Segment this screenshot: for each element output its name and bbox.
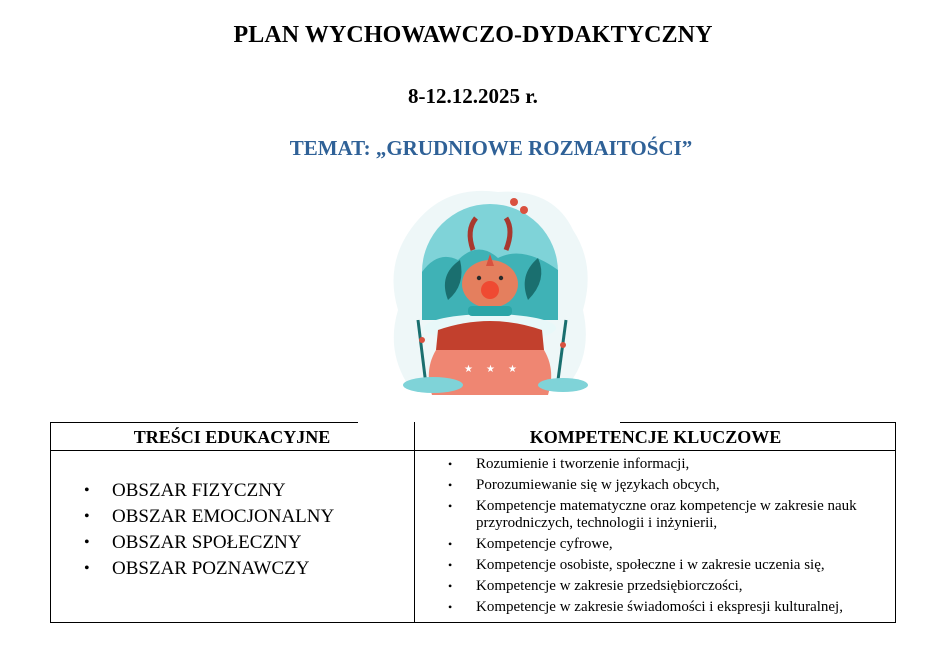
key-competences-list [448, 456, 888, 616]
list-item: • Kompetencje osobiste, społeczne i w zakresie uczenia się, [448, 557, 888, 574]
document-title: PLAN WYCHOWAWCZO-DYDAKTYCZNY [233, 22, 713, 48]
list-item: • OBSZAR FIZYCZNY [84, 478, 334, 504]
table-border [895, 422, 896, 623]
list-item: • Kompetencje cyfrowe, [448, 536, 888, 553]
list-item: • Kompetencje w zakresie przedsiębiorczości, [448, 578, 888, 595]
column-divider [414, 422, 415, 623]
topic-heading: TEMAT: „GRUDNIOWE ROZMAITOŚCI” [289, 136, 693, 160]
list-item: • OBSZAR POZNAWCZY [84, 556, 334, 582]
plan-table [50, 422, 896, 623]
table-border [50, 422, 51, 623]
list-item: • Rozumienie i tworzenie informacji, [448, 456, 888, 473]
svg-text:★: ★ [486, 364, 495, 375]
list-item: • Porozumiewanie się w językach obcych, [448, 477, 888, 494]
list-item: • OBSZAR EMOCJONALNY [84, 504, 334, 530]
header-educational-content: TREŚCI EDUKACYJNE [133, 427, 331, 447]
list-item: • OBSZAR SPOŁECZNY [84, 530, 334, 556]
reindeer-snow-globe-illustration [378, 180, 602, 400]
svg-text:★: ★ [464, 364, 473, 375]
date-range: 8-12.12.2025 r. [408, 84, 538, 108]
list-item: • Kompetencje matematyczne oraz kompetencje w zakresie nauk przyrodniczych, technologii i inżynierii, [448, 498, 888, 532]
header-key-competences: KOMPETENCJE KLUCZOWE [529, 427, 782, 447]
table-border [50, 622, 896, 623]
svg-text:★: ★ [508, 364, 517, 375]
list-item: • Kompetencje w zakresie świadomości i ekspresji kulturalnej, [448, 599, 888, 616]
header-divider [50, 450, 896, 451]
educational-content-list [84, 478, 334, 582]
